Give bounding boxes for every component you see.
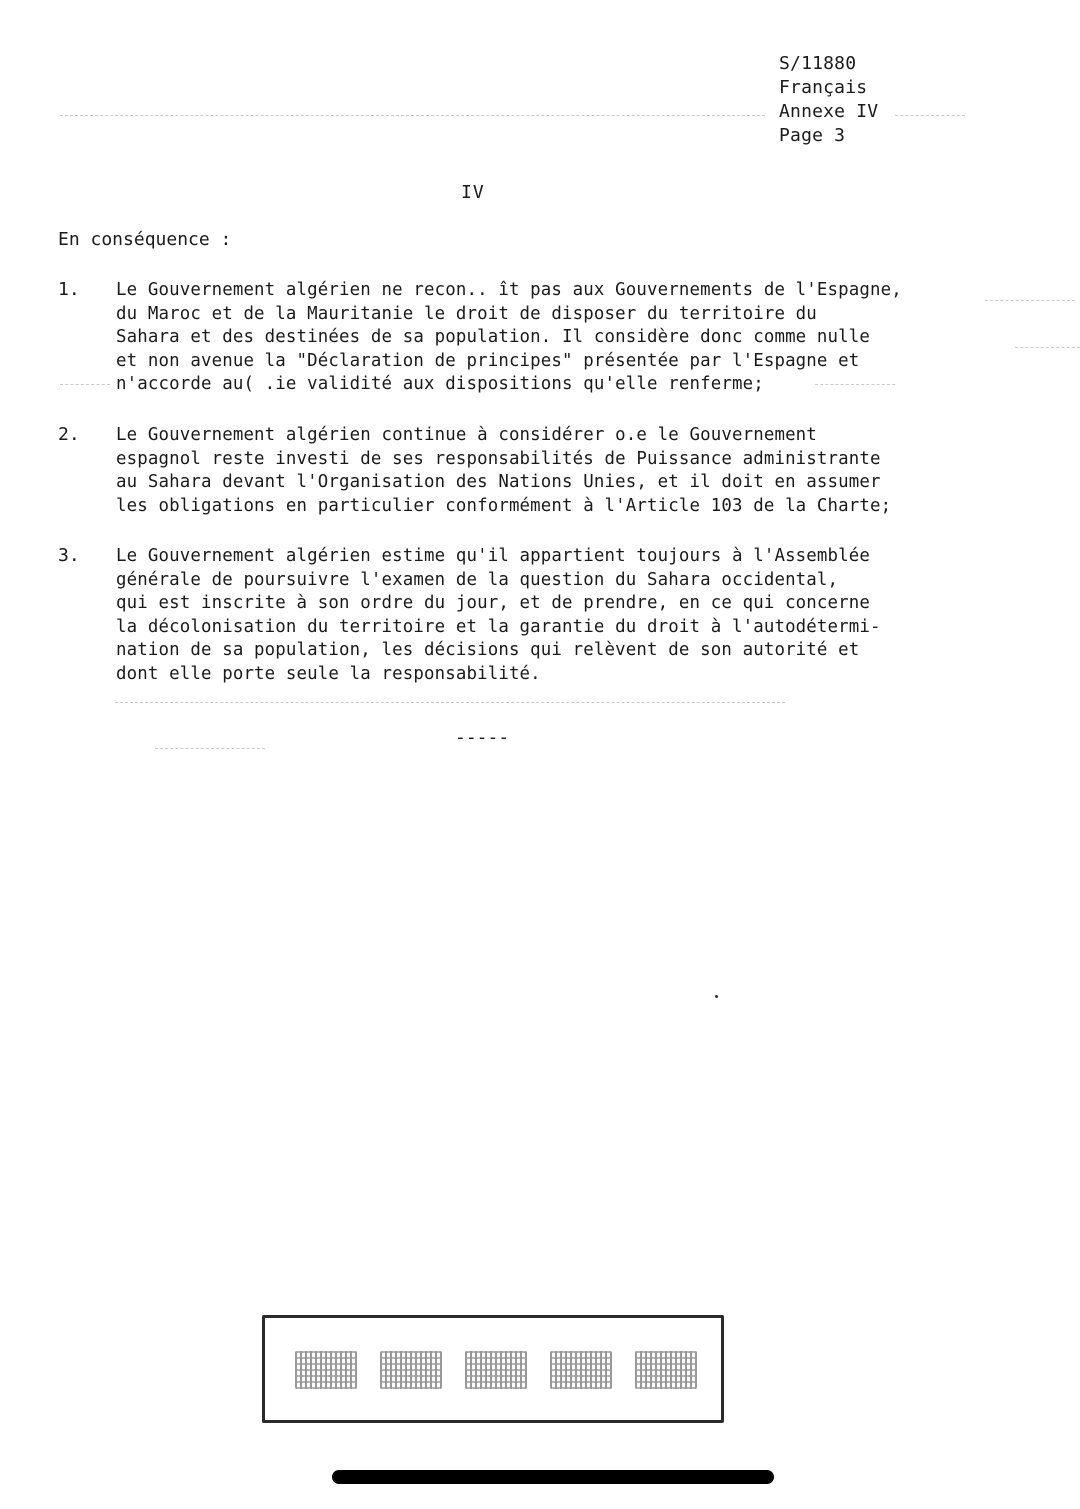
stamp-mark [550, 1351, 612, 1389]
text-line: Sahara et des destinées de sa population. Il considère donc comme nulle [116, 327, 871, 348]
scan-artifact-line [60, 384, 110, 385]
scan-artifact-line [155, 748, 265, 749]
stamp-mark [635, 1351, 697, 1389]
stamp-illegible-marks [295, 1348, 697, 1392]
text-line: la décolonisation du territoire et la garantie du droit à l'autodétermi- [116, 616, 881, 637]
scan-artifact-line [60, 115, 765, 116]
document-symbol: S/11880 [779, 53, 857, 74]
list-item-number: 2. [58, 424, 80, 445]
text-line: du Maroc et de la Mauritanie le droit de disposer du territoire du [116, 303, 817, 324]
text-line: Le Gouvernement algérien continue à considérer o.e le Gouvernement [116, 425, 817, 445]
scan-artifact-line [895, 115, 965, 116]
list-item-number: 3. [58, 545, 80, 566]
scan-artifact-line [115, 702, 785, 703]
list-item-text [116, 424, 891, 518]
document-page-number: Page 3 [779, 125, 846, 146]
text-line: qui est inscrite à son ordre du jour, et de prendre, en ce qui concerne [116, 593, 871, 614]
text-line: les obligations en particulier conformément à l'Article 103 de la Charte; [116, 495, 892, 516]
text-line: dont elle porte seule la responsabilité. [116, 663, 541, 684]
section-title: IV [461, 182, 485, 203]
text-line: au Sahara devant l'Organisation des Nations Unies, et il doit en assumer [116, 472, 881, 493]
home-indicator-bar[interactable] [332, 1470, 774, 1484]
section-intro: En conséquence : [58, 229, 232, 250]
list-item-text [116, 279, 902, 397]
list-item-text [116, 545, 881, 687]
document-language: Français [779, 77, 868, 98]
stamp-mark [380, 1351, 442, 1389]
text-line: générale de poursuivre l'examen de la question du Sahara occidental, [116, 569, 839, 590]
text-line: Le Gouvernement algérien ne recon.. ît pas aux Gouvernements de l'Espagne, [116, 280, 902, 300]
scan-artifact-line [985, 300, 1075, 301]
text-line: Le Gouvernement algérien estime qu'il appartient toujours à l'Assemblée [116, 546, 871, 566]
text-line: nation de sa population, les décisions qui relèvent de son autorité et [116, 640, 860, 661]
official-stamp-icon [262, 1315, 724, 1423]
end-of-text-mark: ----- [455, 727, 510, 748]
text-line: et non avenue la "Déclaration de principes" présentée par l'Espagne et [116, 350, 860, 371]
document-reference-block [779, 52, 878, 148]
scan-speck [715, 995, 718, 998]
list-item-number: 1. [58, 279, 80, 300]
text-line: espagnol reste investi de ses responsabilités de Puissance administrante [116, 448, 881, 469]
scan-artifact-line [1015, 347, 1080, 348]
document-annex: Annexe IV [779, 101, 879, 122]
text-line: n'accorde au( .ie validité aux dispositions qu'elle renferme; [116, 374, 764, 395]
stamp-mark [295, 1351, 357, 1389]
stamp-mark [465, 1351, 527, 1389]
